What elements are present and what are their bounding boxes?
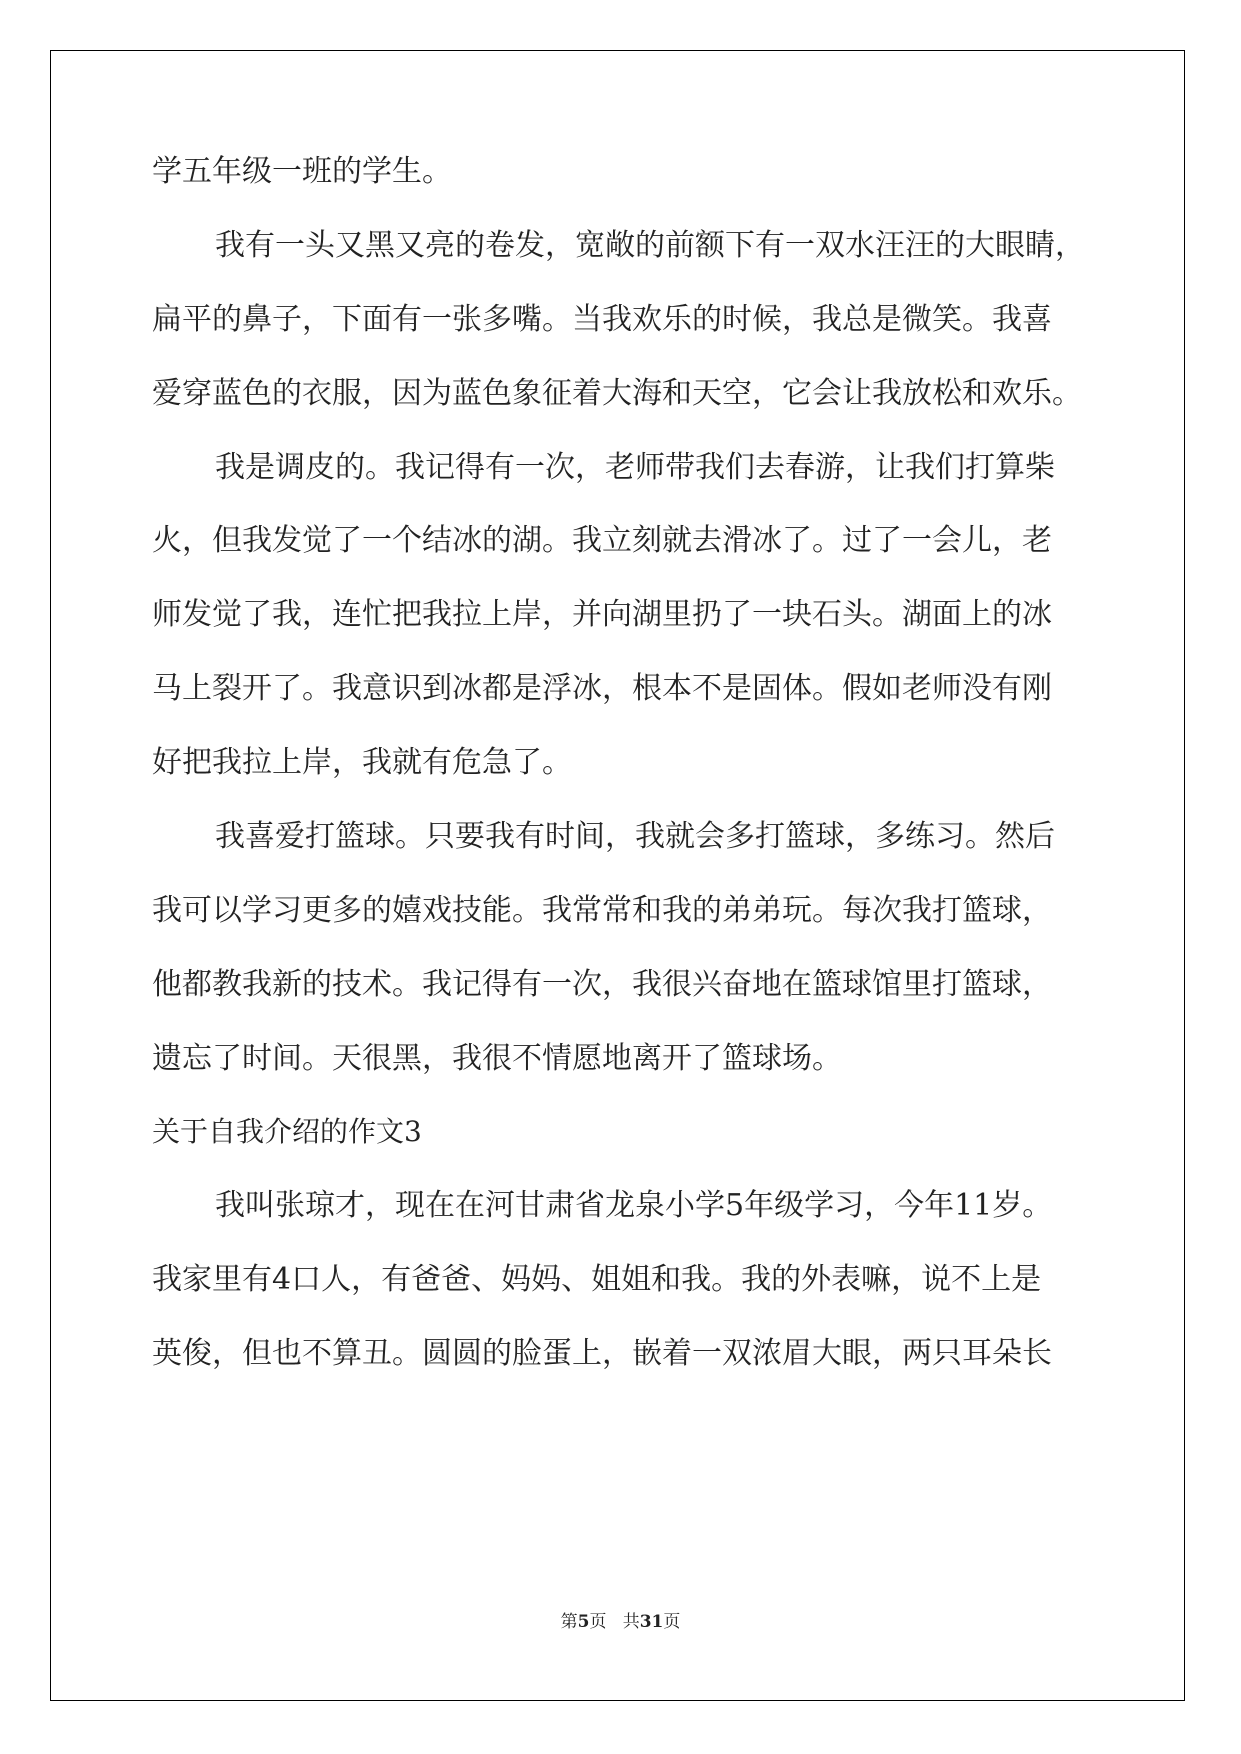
text-line-6: 火，但我发觉了一个结冰的湖。我立刻就去滑冰了。过了一会儿，老 bbox=[152, 523, 1052, 558]
text-line-4: 爱穿蓝色的衣服，因为蓝色象征着大海和天空，它会让我放松和欢乐。 bbox=[152, 376, 1082, 411]
text-line-7: 师发觉了我，连忙把我拉上岸，并向湖里扔了一块石头。湖面上的冰 bbox=[152, 597, 1052, 632]
text-line-2: 我有一头又黑又亮的卷发，宽敞的前额下有一双水汪汪的大眼睛， bbox=[215, 228, 1085, 263]
text-line-17: 英俊，但也不算丑。圆圆的脸蛋上，嵌着一双浓眉大眼，两只耳朵长 bbox=[152, 1336, 1052, 1371]
text-line-11: 我可以学习更多的嬉戏技能。我常常和我的弟弟玩。每次我打篮球， bbox=[152, 893, 1052, 928]
text-line-16: 我家里有4口人，有爸爸、妈妈、姐姐和我。我的外表嘛，说不上是 bbox=[152, 1262, 1042, 1297]
footer-total-prefix: 共 bbox=[622, 1612, 640, 1632]
footer-total-pages: 31 bbox=[639, 1612, 664, 1632]
text-line-3: 扁平的鼻子，下面有一张多嘴。当我欢乐的时候，我总是微笑。我喜 bbox=[152, 302, 1052, 337]
text-line-13: 遗忘了时间。天很黑，我很不情愿地离开了篮球场。 bbox=[152, 1041, 842, 1076]
footer-page-number: 5 bbox=[577, 1612, 590, 1632]
text-line-8: 马上裂开了。我意识到冰都是浮冰，根本不是固体。假如老师没有刚 bbox=[152, 671, 1052, 706]
page-footer bbox=[0, 1607, 1241, 1632]
page-border bbox=[50, 50, 1185, 1701]
footer-page-prefix: 第 bbox=[560, 1612, 578, 1632]
section-heading: 关于自我介绍的作文3 bbox=[152, 1115, 422, 1148]
text-line-15: 我叫张琼才，现在在河甘肃省龙泉小学5年级学习，今年11岁。 bbox=[215, 1188, 1053, 1223]
footer-total-suffix: 页 bbox=[663, 1612, 681, 1632]
text-line-10: 我喜爱打篮球。只要我有时间，我就会多打篮球，多练习。然后 bbox=[215, 819, 1055, 854]
text-line-1: 学五年级一班的学生。 bbox=[152, 154, 452, 189]
footer-page-suffix: 页 bbox=[589, 1612, 607, 1632]
text-line-5: 我是调皮的。我记得有一次，老师带我们去春游，让我们打算柴 bbox=[215, 450, 1055, 485]
text-line-12: 他都教我新的技术。我记得有一次，我很兴奋地在篮球馆里打篮球， bbox=[152, 967, 1052, 1002]
text-line-9: 好把我拉上岸，我就有危急了。 bbox=[152, 745, 572, 780]
